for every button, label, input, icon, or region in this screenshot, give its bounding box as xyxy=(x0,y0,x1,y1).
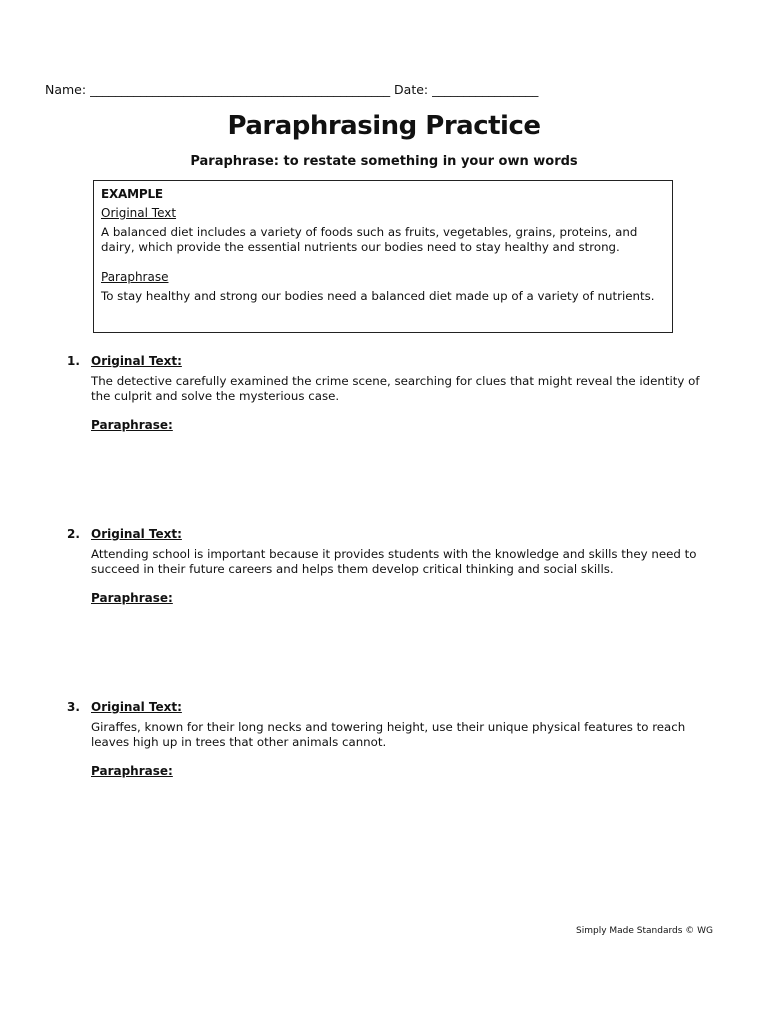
item-original-heading: Original Text: xyxy=(91,354,182,368)
name-blank[interactable]: ________________________________________________ xyxy=(90,82,391,97)
footer-credit: Simply Made Standards © WG xyxy=(576,926,713,936)
date-label: Date: xyxy=(390,82,433,97)
example-paraphrase-text: To stay healthy and strong our bodies need a balanced diet made up of a variety of nutrients. xyxy=(101,289,655,303)
date-blank[interactable]: _________________ xyxy=(432,82,539,97)
item-paraphrase-label[interactable]: Paraphrase: xyxy=(91,764,173,778)
item-paraphrase-label[interactable]: Paraphrase: xyxy=(91,591,173,605)
page-title: Paraphrasing Practice xyxy=(227,111,541,141)
item-original-text: The detective carefully examined the crime scene, searching for clues that might reveal the identity of the culprit and solve the mysterious case. xyxy=(91,374,700,403)
example-original-text: A balanced diet includes a variety of foods such as fruits, vegetables, grains, proteins, and dairy, which provide the essential nutrients our bodies need to stay healthy and strong. xyxy=(101,225,638,254)
item-original-heading: Original Text: xyxy=(91,700,182,714)
item-number: 3. xyxy=(67,700,80,714)
item-original-text: Attending school is important because it provides students with the knowledge and skills they need to succeed in their future careers and helps them develop critical thinking and social skills. xyxy=(91,547,697,576)
item-original-text: Giraffes, known for their long necks and towering height, use their unique physical features to reach leaves high up in trees that other animals cannot. xyxy=(91,720,686,749)
name-label: Name: xyxy=(45,82,91,97)
page-subtitle: Paraphrase: to restate something in your own words xyxy=(190,154,578,169)
example-box xyxy=(93,180,673,333)
item-paraphrase-label[interactable]: Paraphrase: xyxy=(91,418,173,432)
item-number: 1. xyxy=(67,354,80,368)
example-label: EXAMPLE xyxy=(101,187,163,201)
item-original-heading: Original Text: xyxy=(91,527,182,541)
item-number: 2. xyxy=(67,527,80,541)
name-date-line xyxy=(45,82,725,97)
example-original-heading: Original Text xyxy=(101,206,177,220)
example-paraphrase-heading: Paraphrase xyxy=(101,270,169,284)
